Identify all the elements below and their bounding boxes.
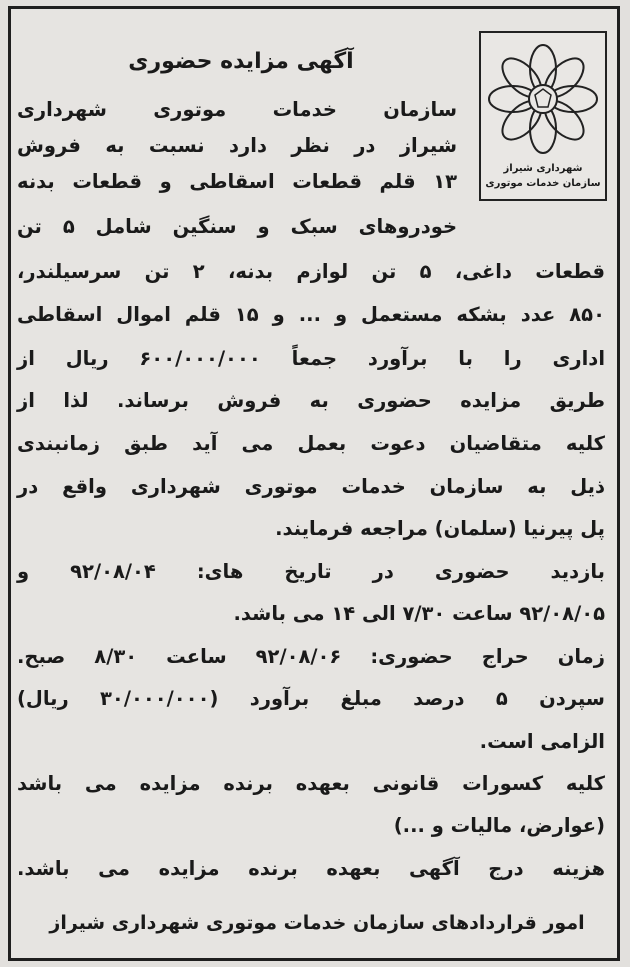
body-line: اداری را با برآورد جمعاً ۶۰۰/۰۰۰/۰۰۰ ریال از (17, 347, 605, 370)
logo-caption-city: شهرداری شیراز (503, 163, 583, 174)
body-line: ۸۵۰ عدد بشکه مستعمل و ... و ۱۵ قلم اموال اسقاطی (17, 303, 605, 326)
visit-time-line: ۹۲/۰۸/۰۵ ساعت ۷/۳۰ الی ۱۴ می باشد. (233, 602, 605, 625)
issuer-signature: امور قراردادهای سازمان خدمات موتوری شهرداری شیراز (49, 912, 585, 934)
logo-box (479, 31, 607, 201)
body-line: ۱۳ قلم قطعات اسقاطی و قطعات بدنه (17, 170, 457, 193)
advertisement-frame (8, 6, 620, 961)
visit-dates-line: بازدید حضوری در تاریخ های: ۹۲/۰۸/۰۴ و (17, 560, 605, 583)
municipality-flower-logo (487, 37, 599, 157)
auction-time-line: زمان حراج حضوری: ۹۲/۰۸/۰۶ ساعت ۸/۳۰ صبح. (17, 645, 605, 668)
body-line: شیراز در نظر دارد نسبت به فروش (17, 134, 457, 157)
body-line: قطعات داغی، ۵ تن لوازم بدنه، ۲ تن سرسیلندر، (17, 260, 605, 283)
body-line: سازمان خدمات موتوری شهرداری (17, 98, 457, 121)
deposit-mandatory-line: الزامی است. (479, 730, 605, 753)
ad-title: آگهی مزایده حضوری (128, 49, 354, 74)
deposit-line: سپردن ۵ درصد مبلغ برآورد (۳۰/۰۰۰/۰۰۰ ریال) (17, 687, 605, 710)
body-line: پل پیرنیا (سلمان) مراجعه فرمایند. (275, 517, 605, 540)
body-line: ذیل به سازمان خدمات موتوری شهرداری واقع در (17, 475, 605, 498)
deductions-detail-line: (عوارض، مالیات و ...) (393, 814, 605, 837)
ad-cost-line: هزینه درج آگهی بعهده برنده مزایده می باشد. (17, 857, 605, 880)
body-line: طریق مزایده حضوری به فروش برساند. لذا از (17, 389, 605, 412)
deductions-line: کلیه کسورات قانونی بعهده برنده مزایده می باشد (17, 772, 605, 795)
logo-caption-organization: سازمان خدمات موتوری (485, 178, 601, 189)
body-line: کلیه متقاضیان دعوت بعمل می آید طبق زمانبندی (17, 432, 605, 455)
body-line: خودروهای سبک و سنگین شامل ۵ تن (17, 215, 457, 238)
